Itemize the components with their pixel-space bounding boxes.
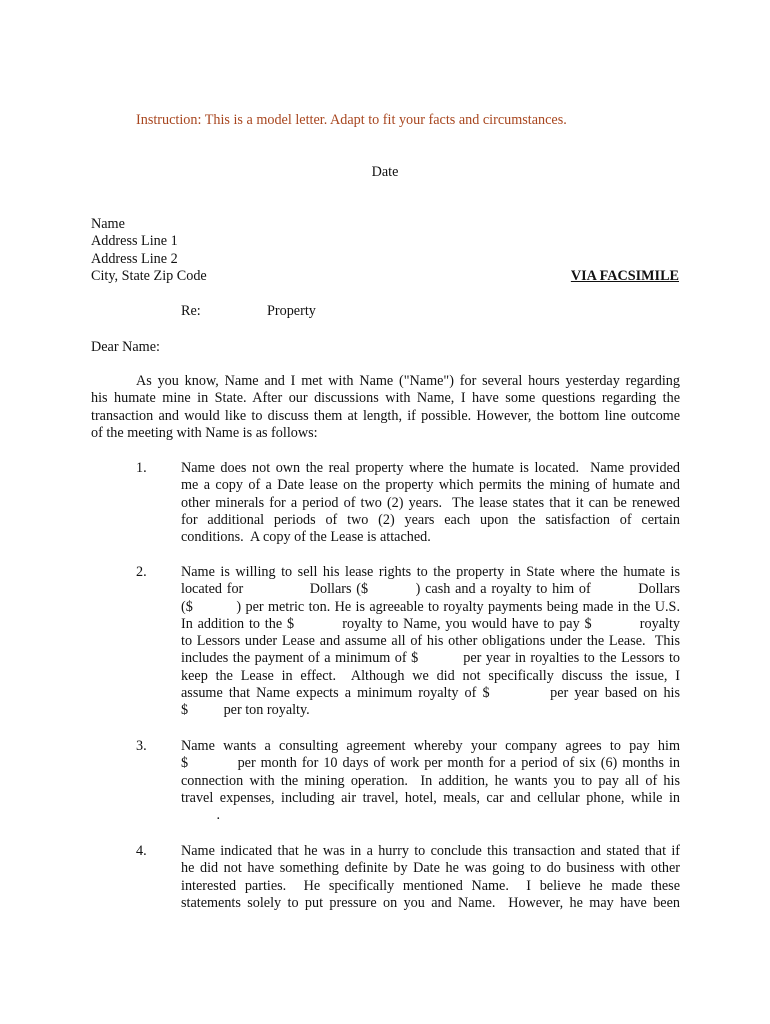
item-line: Name does not own the real property where the humate is located. Name provided (181, 460, 680, 476)
recipient-address (91, 216, 207, 285)
item-line: connection with the mining operation. In addition, he wants you to pay all of his (181, 772, 680, 789)
item-line: includes the payment of a minimum of $ per year in royalties to the Lessors to (181, 650, 680, 667)
recipient-name: Name (91, 216, 125, 232)
city-state-zip: City, State Zip Code (91, 267, 207, 284)
item-line: Name is willing to sell his lease rights to the property in State where the humate is (181, 564, 680, 580)
item-line: travel expenses, including air travel, hotel, meals, car and cellular phone, while in (181, 789, 680, 806)
item-line: In addition to the $ royalty to Name, you would have to pay $ royalty (181, 615, 680, 632)
item-text (181, 843, 680, 912)
re-subject: Property (267, 303, 316, 319)
re-line (181, 303, 316, 320)
address-line-1: Address Line 1 (91, 233, 178, 250)
paragraph-line: transaction and would like to discuss them at length, if possible. However, the bottom line outcome (91, 407, 680, 424)
delivery-method: VIA FACSIMILE (570, 268, 679, 284)
item-line: located for Dollars ($ ) cash and a royalty to him of Dollars (181, 581, 680, 598)
paragraph-line: As you know, Name and I met with Name ("Name") for several hours yesterday regarding (136, 373, 680, 389)
item-line: Name indicated that he was in a hurry to conclude this transaction and stated that if (181, 843, 680, 859)
paragraph-line: of the meeting with Name is as follows: (91, 424, 318, 441)
item-line: . (181, 807, 221, 824)
re-label: Re: (181, 303, 201, 319)
intro-paragraph (91, 373, 680, 442)
item-number: 4. (136, 843, 147, 859)
paragraph-line: his humate mine in State. After our discussions with Name, I have some questions regarding the (91, 390, 680, 407)
item-line: assume that Name expects a minimum royalty of $ per year based on his (181, 685, 680, 702)
item-line: conditions. A copy of the Lease is attached. (181, 529, 431, 546)
item-text (181, 738, 680, 824)
item-line: to Lessors under Lease and assume all of his other obligations under the Lease. This (181, 633, 680, 650)
item-number: 2. (136, 564, 147, 580)
item-line: for additional periods of two (2) years each upon the satisfaction of certain (181, 511, 680, 528)
item-line: Name wants a consulting agreement whereby your company agrees to pay him (181, 738, 680, 754)
item-line: statements solely to put pressure on you and Name. However, he may have been (181, 894, 680, 911)
item-line: keep the Lease in effect. Although we did not specifically discuss the issue, I (181, 667, 680, 684)
item-line: other minerals for a period of two (2) years. The lease states that it can be renewed (181, 494, 680, 511)
item-line: interested parties. He specifically mentioned Name. I believe he made these (181, 877, 680, 894)
instruction-note: Instruction: This is a model letter. Adapt to fit your facts and circumstances. (136, 112, 567, 128)
address-line-2: Address Line 2 (91, 250, 178, 267)
item-line: ($ ) per metric ton. He is agreeable to royalty payments being made in the U.S. (181, 598, 680, 615)
item-number: 3. (136, 738, 147, 754)
item-number: 1. (136, 460, 147, 476)
item-text (181, 564, 680, 720)
letter-date: Date (371, 164, 399, 180)
item-line: me a copy of a Date lease on the property which permits the mining of humate and (181, 477, 680, 494)
salutation: Dear Name: (91, 339, 160, 355)
item-line: $ per month for 10 days of work per month for a period of six (6) months in (181, 755, 680, 772)
item-line: $ per ton royalty. (181, 702, 310, 719)
item-text (181, 460, 680, 546)
item-line: he did not have something definite by Date he was going to do business with other (181, 860, 680, 877)
